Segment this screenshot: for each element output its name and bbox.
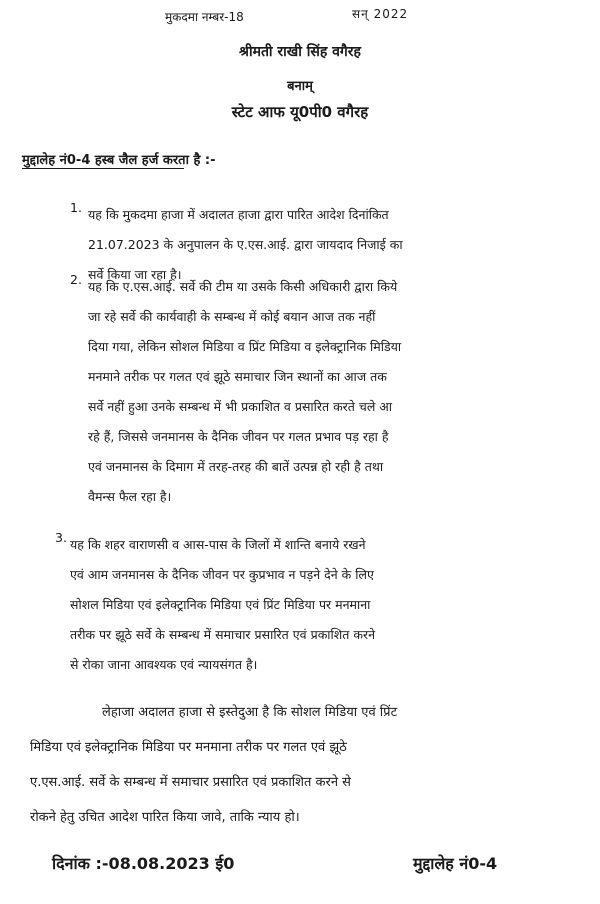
text-line: लेहाजा अदालत हाजा से इस्तेदुआ है कि सोशल मिडिया एवं प्रिंट [102, 705, 398, 720]
text-line: एवं आम जनमानस के दैनिक जीवन पर कुप्रभाव न पड़ने देने के लिए [70, 567, 374, 582]
point-2-text [88, 272, 548, 512]
plaintiff-name: श्रीमती राखी सिंह वगैरह [239, 44, 361, 60]
case-number: मुकदमा नम्बर-18 [165, 10, 244, 24]
text-line: मनमाने तरीक पर गलत एवं झूठे समाचार जिन स्थानों का आज तक [88, 369, 387, 384]
filing-date: दिनांक :-08.08.2023 ई0 [52, 854, 235, 873]
text-line: यह कि शहर वाराणसी व आस-पास के जिलों में शान्ति बनाये रखने [70, 537, 366, 552]
text-line: ए.एस.आई. सर्वे के सम्बन्ध में समाचार प्रसारित एवं प्रकाशित करने से [30, 775, 351, 790]
text-line: रोकने हेतु उचित आदेश पारित किया जावे, ताकि न्याय हो। [30, 810, 300, 825]
case-year: सन् 2022 [352, 7, 409, 21]
prayer-paragraph [30, 695, 560, 835]
objection-heading: मुद्दालेह नं0-4 हस्ब जैल हर्ज करता है :- [22, 153, 216, 168]
text-line: सोशल मिडिया एवं इलेक्ट्रानिक मिडिया एवं प्रिंट मिडिया पर मनमाना [70, 597, 371, 612]
point-number: 2. [70, 272, 82, 287]
text-line: एवं जनमानस के दिमाग में तरह-तरह की बातें उत्पन्न हो रही है तथा [88, 459, 384, 474]
text-line: से रोका जाना आवश्यक एवं न्यायसंगत है। [70, 657, 258, 672]
point-3-text [70, 530, 550, 680]
text-line: यह कि मुकदमा हाजा में अदालत हाजा द्वारा पारित आदेश दिनांकित [88, 207, 389, 222]
text-line: तरीक पर झूठे सर्वे के सम्बन्ध में समाचार प्रसारित एवं प्रकाशित करने [70, 627, 376, 642]
text-line: रहे हैं, जिससे जनमानस के दैनिक जीवन पर गलत प्रभाव पड़ रहा है [88, 429, 389, 444]
text-line: 21.07.2023 के अनुपालन के ए.एस.आई. द्वारा जायदाद निजाई का [88, 237, 403, 252]
text-line: मिडिया एवं इलेक्ट्रानिक मिडिया पर मनमाना तरीक पर गलत एवं झूठे [30, 740, 347, 755]
heading-underline [22, 168, 184, 169]
point-number: 1. [70, 200, 82, 215]
signatory: मुद्दालेह नं0-4 [413, 854, 498, 873]
text-line: वैमन्स फैल रहा है। [88, 489, 172, 504]
defendant-name: स्टेट आफ यू0पी0 वगैरह [231, 103, 369, 121]
text-line: जा रहे सर्वे की कार्यवाही के सम्बन्ध में कोई बयान आज तक नहीं [88, 309, 376, 324]
text-line: सर्वे नहीं हुआ उनके सम्बन्ध में भी प्रकाशित व प्रसारित करते चले आ [88, 399, 393, 414]
versus-label: बनाम् [287, 79, 313, 94]
point-number: 3. [55, 530, 67, 545]
text-line: दिया गया, लेकिन सोशल मिडिया व प्रिंट मिडिया व इलेक्ट्रानिक मिडिया [88, 339, 402, 354]
text-line: सर्वे किया जा रहा है। [88, 267, 182, 282]
text-line: यह कि ए.एस.आई. सर्वे की टीम या उसके किसी अधिकारी द्वारा किये [88, 279, 398, 294]
